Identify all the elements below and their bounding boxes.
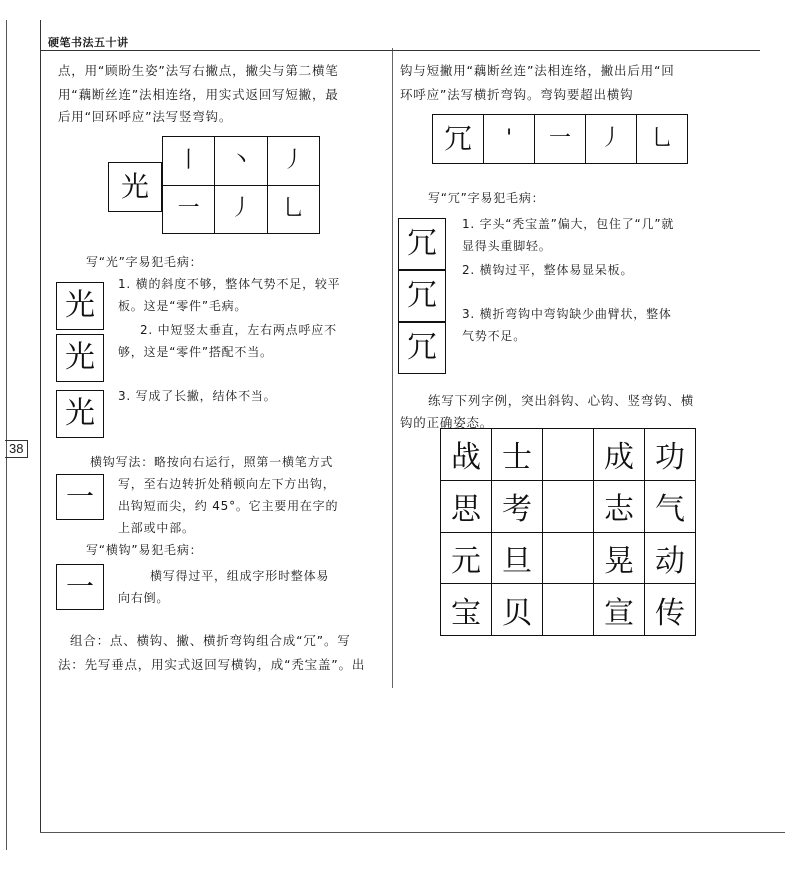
practice-cell: 士 — [492, 429, 543, 481]
henggou-line-4: 上部或中部。 — [118, 521, 195, 535]
right-intro-line-2: 环呼应”法写横折弯钩。弯钩要超出横钩 — [400, 87, 634, 102]
guang-stroke-cell — [215, 137, 267, 186]
combine-line-1: 组合：点、横钩、撇、横折弯钩组合成“冗”。写 — [70, 633, 351, 648]
footer-rule — [40, 832, 785, 833]
guang-stroke-cell — [163, 137, 215, 186]
practice-cell — [543, 533, 594, 585]
stroke-glyph: 丿 — [282, 147, 305, 173]
rong-stroke-row — [432, 114, 688, 164]
rong-error-3-line-2: 气势不足。 — [462, 329, 527, 343]
henggou-error-line-1: 横写得过平，组成字形时整体易 — [150, 569, 330, 583]
guang-stroke-cell — [163, 186, 215, 235]
guang-main-box — [108, 162, 162, 212]
practice-cell — [543, 584, 594, 636]
sample-char: 冗 — [407, 278, 437, 313]
running-header: 硬笔书法五十讲 — [48, 36, 129, 49]
practice-cell: 元 — [441, 533, 492, 585]
guang-error-2-line-2: 够，这是“零件”搭配不当。 — [118, 345, 273, 359]
page-number: 38 — [5, 440, 28, 458]
guang-error-sample-3 — [56, 390, 104, 438]
header-rule — [40, 50, 760, 51]
stroke-glyph: 丿 — [599, 126, 622, 151]
practice-cell: 气 — [645, 481, 696, 533]
henggou-error-line-2: 向右倒。 — [118, 591, 170, 605]
sample-char: 冗 — [407, 226, 437, 261]
henggou-line-3: 出钩短而尖，约 45°。它主要用在字的 — [118, 499, 339, 513]
stroke-glyph: 一 — [548, 126, 571, 151]
column-divider — [392, 48, 393, 688]
rong-error-sample-3 — [398, 322, 446, 374]
henggou-line-1: 横钩写法：略按向右运行，照第一横笔方式 — [90, 455, 334, 469]
guang-error-sample-2 — [56, 334, 104, 382]
rong-stroke-cell — [535, 115, 586, 164]
practice-cell: 晃 — [594, 533, 645, 585]
practice-cell: 战 — [441, 429, 492, 481]
combine-line-2: 法：先写垂点，用实式返回写横钩，成“秃宝盖”。出 — [58, 657, 366, 672]
stroke-glyph: 乚 — [650, 126, 673, 151]
sample-char: 光 — [65, 396, 95, 431]
sample-char: 光 — [65, 288, 95, 323]
henggou-errors-heading: 写“横钩”易犯毛病： — [86, 543, 203, 557]
rong-char: 冗 — [443, 122, 472, 155]
practice-cell: 成 — [594, 429, 645, 481]
binding-rule — [40, 20, 41, 832]
left-intro-line-2: 用“藕断丝连”法相连络，用实式返回写短撇，最 — [58, 87, 339, 102]
guang-error-3: 3. 写成了长撇，结体不当。 — [118, 389, 277, 403]
stroke-glyph: 丿 — [229, 196, 252, 222]
rong-error-sample-1 — [398, 218, 446, 270]
practice-cell: 传 — [645, 584, 696, 636]
guang-char: 光 — [120, 170, 149, 203]
stroke-glyph: 丶 — [229, 147, 252, 173]
guang-error-sample-1 — [56, 282, 104, 330]
practice-cell: 宣 — [594, 584, 645, 636]
practice-cell: 旦 — [492, 533, 543, 585]
practice-cell: 功 — [645, 429, 696, 481]
practice-cell: 考 — [492, 481, 543, 533]
rong-error-1-line-2: 显得头重脚轻。 — [462, 239, 552, 253]
rong-error-1-line-1: 1. 字头“秃宝盖”偏大，包住了“几”就 — [462, 217, 675, 231]
guang-stroke-cell — [215, 186, 267, 235]
guang-errors-heading: 写“光”字易犯毛病： — [86, 255, 203, 269]
left-intro-line-1: 点，用“顾盼生姿”法写右撇点，撇尖与第二横笔 — [58, 63, 339, 78]
sample-char: 一 — [65, 570, 94, 603]
guang-error-1-line-2: 板。这是“零件”毛病。 — [118, 299, 248, 313]
practice-intro-line-1: 练写下列字例，突出斜钩、心钩、竖弯钩、横 — [428, 393, 695, 408]
rong-stroke-cell — [637, 115, 688, 164]
rong-stroke-cell — [586, 115, 637, 164]
stroke-glyph: 乚 — [282, 196, 305, 222]
rong-error-3-line-1: 3. 横折弯钩中弯钩缺少曲臂状，整体 — [462, 307, 672, 321]
right-intro-line-1: 钩与短撇用“藕断丝连”法相连络，撇出后用“回 — [400, 63, 675, 78]
rong-error-2: 2. 横钩过平，整体易显呆板。 — [462, 263, 634, 277]
sample-char: 一 — [65, 480, 94, 513]
practice-intro-line-2: 钩的正确姿态。 — [400, 415, 494, 430]
guang-error-1-line-1: 1. 横的斜度不够，整体气势不足，较平 — [118, 277, 341, 291]
guang-error-2-line-1: 2. 中短竖太垂直，左右两点呼应不 — [140, 323, 337, 337]
henggou-error-sample — [56, 564, 104, 610]
practice-cell: 思 — [441, 481, 492, 533]
henggou-sample — [56, 474, 104, 520]
stroke-glyph: 一 — [177, 196, 200, 222]
rong-error-sample-2 — [398, 270, 446, 322]
practice-cell: 动 — [645, 533, 696, 585]
guang-stroke-grid — [162, 136, 320, 234]
practice-cell — [543, 481, 594, 533]
practice-grid — [440, 428, 696, 636]
practice-cell: 志 — [594, 481, 645, 533]
rong-stroke-cell — [484, 115, 535, 164]
sample-char: 光 — [65, 340, 95, 375]
left-intro-line-3: 后用“回环呼应”法写竖弯钩。 — [58, 109, 233, 124]
guang-stroke-cell — [268, 186, 320, 235]
rong-char-cell — [433, 115, 484, 164]
practice-cell: 宝 — [441, 584, 492, 636]
henggou-line-2: 写，至右边转折处稍顿向左下方出钩， — [118, 477, 336, 491]
stroke-glyph: ' — [505, 126, 513, 151]
practice-cell: 贝 — [492, 584, 543, 636]
practice-cell — [543, 429, 594, 481]
sample-char: 冗 — [407, 330, 437, 365]
left-margin-rule — [6, 20, 7, 850]
guang-stroke-cell — [268, 137, 320, 186]
stroke-glyph: 丨 — [177, 147, 200, 173]
rong-errors-heading: 写“冗”字易犯毛病： — [428, 191, 545, 205]
